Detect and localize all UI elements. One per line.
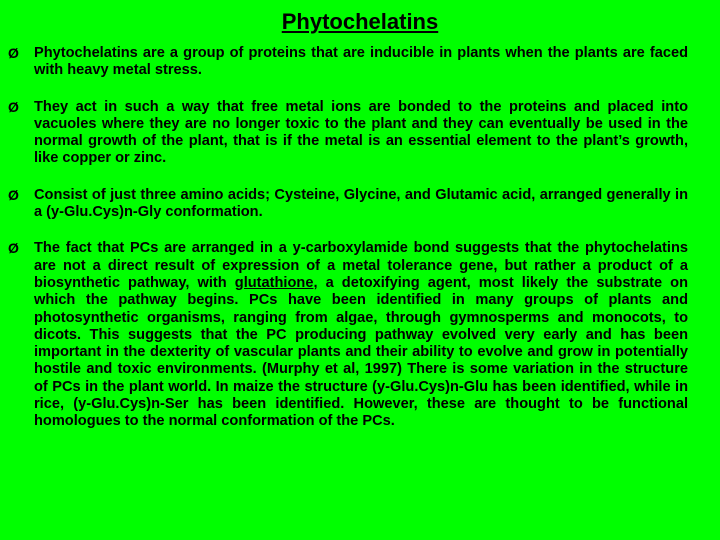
- bullet-arrow-icon: Ø: [8, 98, 19, 115]
- slide-title-text: Phytochelatins: [281, 9, 439, 34]
- bullet-arrow-icon: Ø: [8, 240, 19, 257]
- glutathione-link[interactable]: glutathione: [234, 274, 314, 291]
- bullet-list: [8, 45, 688, 450]
- bullet-arrow-icon: Ø: [8, 186, 19, 203]
- bullet-text: Consist of just three amino acids; Cysteine, Glycine, and Glutamic acid, arranged generally in a (y-Glu.Cys)n-Gly conformation.: [34, 186, 688, 221]
- bullet-arrow-icon: Ø: [8, 45, 19, 61]
- bullet-text: Phytochelatins are a group of proteins that are inducible in plants when the plants are faced with heavy metal stress.: [34, 45, 688, 79]
- bullet-item-2: [8, 99, 688, 168]
- bullet-text: They act in such a way that free metal ions are bonded to the proteins and placed into vacuoles where they are no longer toxic to the plant and they can eventually be used in the normal growth of the plant, that is if the metal is an essential element to the plant’s growth, like copper or zinc.: [34, 98, 688, 167]
- slide-title: [0, 8, 720, 36]
- bullet-item-3: [8, 187, 688, 222]
- bullet-text-after: , a detoxifying agent, most likely the substrate on which the pathway begins. PCs have been identified in many groups of plants and photosynthetic organisms, ranging from algae, through gymnosperms and monocots, to dicots. This suggests that the PC producing pathway evolved very early and has been important in the dexterity of vascular plants and their ability to evolve and grow in potentially hostile and toxic environments. (Murphy et al, 1997) There is some variation in the structure of PCs in the plant world. In maize the structure (y-Glu.Cys)n-Glu has been identified, while in rice, (y-Glu.Cys)n-Ser has been identified. However, these are thought to be functional homologues to the normal conformation of the PCs.: [34, 274, 688, 430]
- bullet-text-before: The fact that PCs are arranged in a y-carboxylamide bond suggests that the phytochelatins are not a direct result of expression of a metal tolerance gene, but rather a product of a biosynthetic pathway, with: [34, 240, 688, 291]
- bullet-item-1: [8, 45, 688, 80]
- bullet-item-4: [8, 240, 688, 430]
